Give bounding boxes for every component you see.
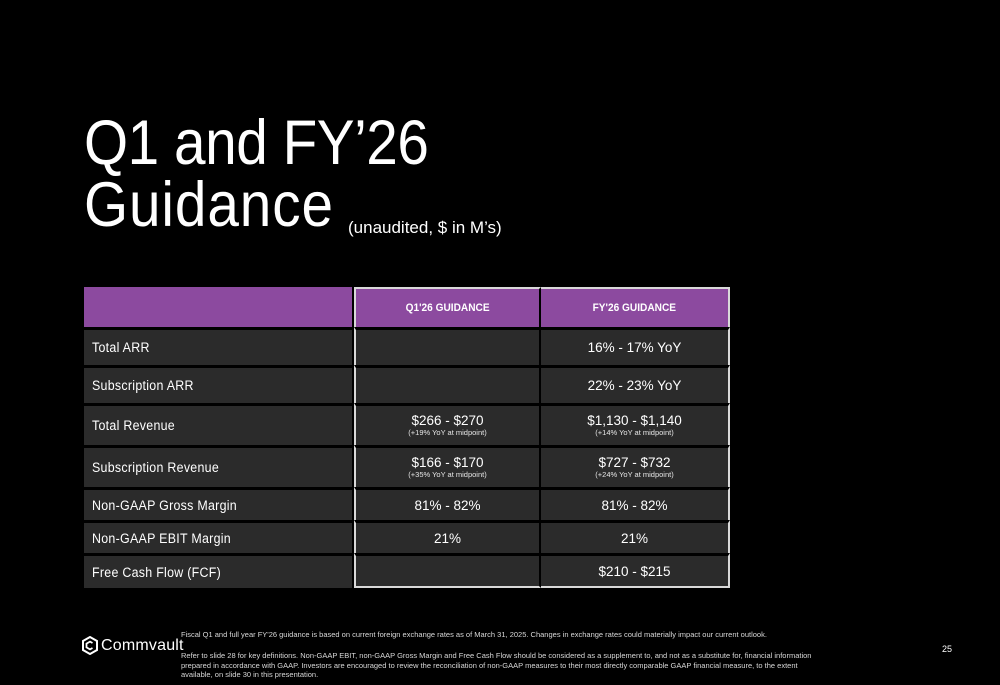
q1-value-note: (+19% YoY at midpoint) — [408, 428, 487, 437]
fy-value-note: (+24% YoY at midpoint) — [595, 470, 674, 479]
q1-value-cell: 81% - 82% — [354, 487, 541, 520]
header-blank-cell — [84, 287, 354, 327]
fy-value-note: (+14% YoY at midpoint) — [595, 428, 674, 437]
commvault-logo — [82, 636, 184, 655]
table-header-row — [84, 287, 730, 327]
q1-value-cell: $266 - $270 (+19% YoY at midpoint) — [354, 403, 541, 445]
q1-value-cell — [354, 553, 541, 588]
row-label: Total Revenue — [84, 403, 354, 445]
row-label: Total ARR — [84, 327, 354, 365]
row-label: Non-GAAP EBIT Margin — [84, 520, 354, 553]
table-row — [84, 520, 730, 553]
fy-value-cell: 16% - 17% YoY — [541, 327, 730, 365]
footnote-fx: Fiscal Q1 and full year FY'26 guidance is based on current foreign exchange rates as of March 31, 2025. Changes in exchange rates could materially impact our current outlook. — [181, 630, 767, 639]
slide-title-line-1: Q1 and FY’26 — [84, 108, 429, 178]
commvault-logo-icon — [82, 636, 98, 655]
fy-value-cell: 21% — [541, 520, 730, 553]
row-label: Free Cash Flow (FCF) — [84, 553, 354, 588]
table-row — [84, 553, 730, 588]
fy-value-cell: $1,130 - $1,140 (+14% YoY at midpoint) — [541, 403, 730, 445]
guidance-table — [84, 287, 730, 588]
header-q1-guidance: Q1'26 GUIDANCE — [354, 287, 541, 327]
q1-value-cell: $166 - $170 (+35% YoY at midpoint) — [354, 445, 541, 487]
row-label: Subscription ARR — [84, 365, 354, 403]
table-row — [84, 327, 730, 365]
q1-value-cell — [354, 365, 541, 403]
row-label: Subscription Revenue — [84, 445, 354, 487]
header-fy-guidance: FY'26 GUIDANCE — [541, 287, 730, 327]
row-label: Non-GAAP Gross Margin — [84, 487, 354, 520]
logo-wordmark: Commvault — [101, 636, 184, 654]
footnote-non-gaap: Refer to slide 28 for key definitions. Non-GAAP EBIT, non-GAAP Gross Margin and Free Cash Flow should be considered as a supplement to, and not as a substitute for, financial information prepared in accordance with GAAP. Investors are encouraged to review the reconciliation of non-GAAP measures to their most directly comparable GAAP financial measure, to the extent available, on slide 30 in this presentation. — [181, 651, 812, 679]
table-row — [84, 487, 730, 520]
page-number: 25 — [942, 644, 953, 654]
q1-value-note: (+35% YoY at midpoint) — [408, 470, 487, 479]
slide-subtitle: (unaudited, $ in M’s) — [348, 218, 502, 237]
fy-value-cell: 81% - 82% — [541, 487, 730, 520]
fy-value-cell: $210 - $215 — [541, 553, 730, 588]
q1-value-cell — [354, 327, 541, 365]
table-row — [84, 403, 730, 445]
fy-value-cell: 22% - 23% YoY — [541, 365, 730, 403]
q1-value-cell: 21% — [354, 520, 541, 553]
fy-value-cell: $727 - $732 (+24% YoY at midpoint) — [541, 445, 730, 487]
slide-title-line-2: Guidance — [84, 170, 334, 240]
table-row — [84, 445, 730, 487]
table-row — [84, 365, 730, 403]
